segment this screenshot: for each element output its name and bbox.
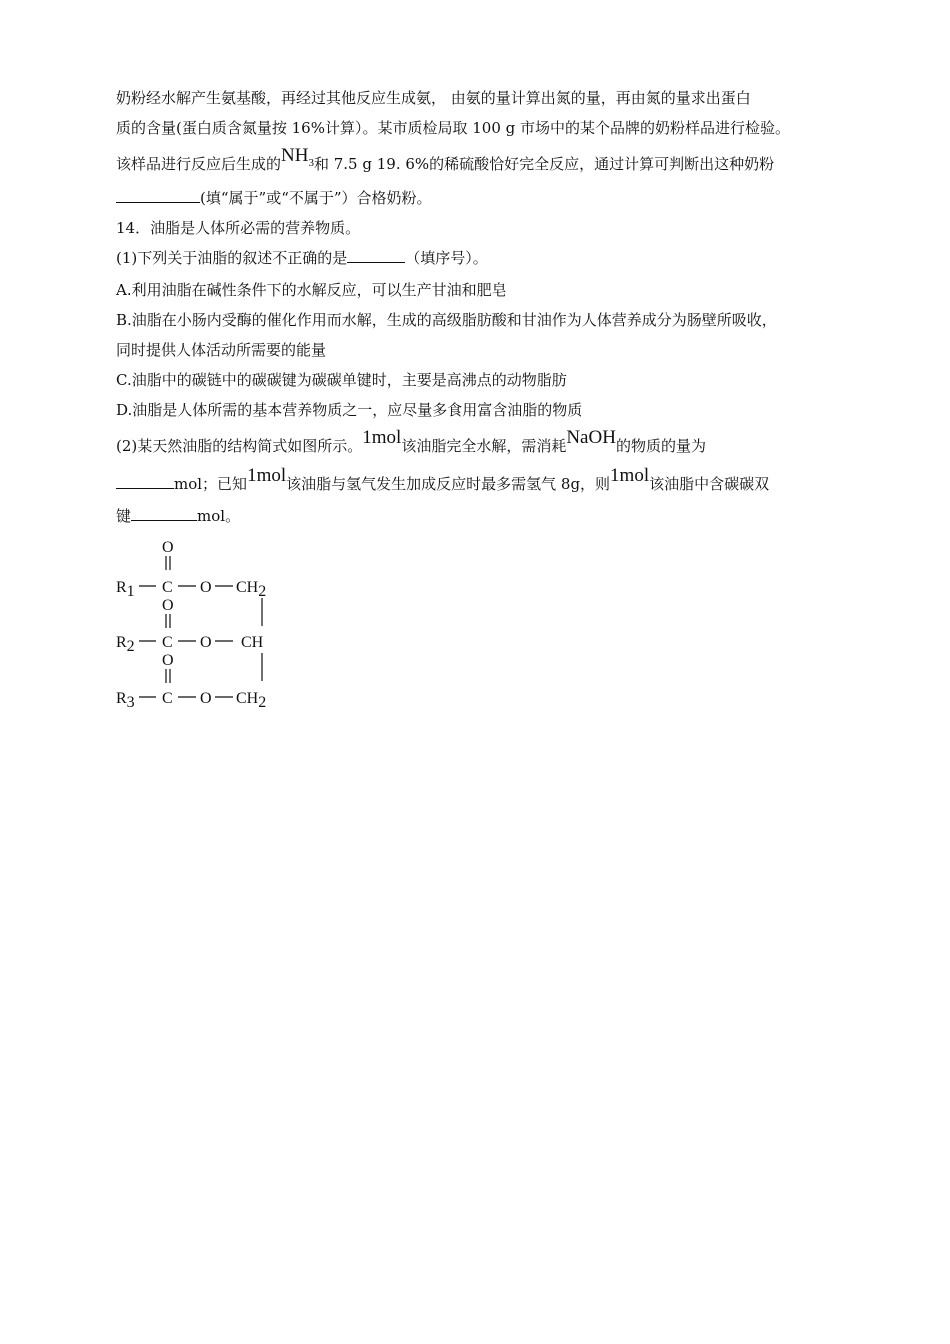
option-b-line1: B.油脂在小肠内受酶的催化作用而水解，生成的高级脂肪酸和甘油作为人体营养成分为肠壁所吸收， [116,311,777,329]
q14-part1 [116,248,488,268]
ch2-top: CH2 [236,579,267,600]
q14-part2-line2 [116,465,770,494]
q14-part2-line1 [116,427,706,456]
mol-quantity-3: 1mol [610,465,650,486]
q14-part1-text-b: （填序号）。 [405,249,488,267]
nh3-subscript: 3 [308,156,314,169]
nh3-text: NH [281,145,309,166]
q14-part1-text-a: (1)下列关于油脂的叙述不正确的是 [116,249,348,267]
carbonyl-o-1: O [162,539,174,556]
q14-part2-line3 [116,506,240,526]
carbonyl-o-2: O [162,597,174,614]
para13-line4 [116,188,432,208]
q14-part2-text-d: mol；已知 [174,475,248,493]
q14-part2-text-e: 该油脂与氢气发生加成反应时最多需氢气 8g，则 [286,475,611,493]
para13-line1: 奶粉经水解产生氨基酸，再经过其他反应生成氨， 由氨的量计算出氮的量，再由氮的量求出蛋白 [116,89,751,107]
answer-blank-14-2b[interactable] [131,506,197,521]
ch-middle: CH [241,634,264,651]
para13-line2: 质的含量(蛋白质含氮量按 16%计算）。某市质检局取 100 g 市场中的某个品牌的奶粉样品进行检验。 [116,119,791,137]
r1-group: R1 [116,579,135,600]
option-b-line2: 同时提供人体活动所需要的能量 [116,341,327,359]
answer-blank-14-2a[interactable] [116,474,174,489]
q14-part2-text-a: (2)某天然油脂的结构简式如图所示。 [116,437,363,455]
ester-o-1: O [200,579,212,596]
mol-quantity-2: 1mol [247,465,287,486]
carbonyl-c-2: C [162,634,173,651]
r2-group: R2 [116,634,135,655]
ch2-bottom: CH2 [236,690,267,711]
para13-line4-text: (填“属于”或“不属于”）合格奶粉。 [200,189,432,207]
q14-part2-text-f: 该油脂中含碳碳双 [649,475,770,493]
answer-blank-14-1[interactable] [347,248,405,263]
ester-o-2: O [200,634,212,651]
answer-blank-13[interactable] [116,188,200,203]
triglyceride-structure-diagram [116,536,286,716]
option-d: D.油脂是人体所需的基本营养物质之一，应尽量多食用富含油脂的物质 [116,401,583,419]
carbonyl-c-1: C [162,579,173,596]
q14-part2-text-b: 该油脂完全水解，需消耗 [401,437,567,455]
q14-part2-text-h: mol。 [197,507,241,525]
mol-quantity-1: 1mol [362,427,402,448]
para13-line3-text-a: 该样品进行反应后生成的 [116,155,282,173]
ester-o-3: O [200,690,212,707]
option-a: A.利用油脂在碱性条件下的水解反应，可以生产甘油和肥皂 [116,281,507,299]
q14-part2-text-c: 的物质的量为 [615,437,706,455]
r3-group: R3 [116,690,135,711]
q14-title: 14．油脂是人体所必需的营养物质。 [116,219,361,237]
para13-line3-text-b: 和 7.5 g 19. 6%的稀硫酸恰好完全反应，通过计算可判断出这种奶粉 [313,155,775,173]
carbonyl-c-3: C [162,690,173,707]
option-c: C.油脂中的碳链中的碳碳键为碳碳单键时，主要是高沸点的动物脂肪 [116,371,567,389]
nh3-formula [281,145,314,169]
q14-part2-text-g: 键 [116,507,132,525]
carbonyl-o-3: O [162,652,174,669]
para13-line3 [116,145,775,181]
naoh-formula: NaOH [566,427,616,448]
